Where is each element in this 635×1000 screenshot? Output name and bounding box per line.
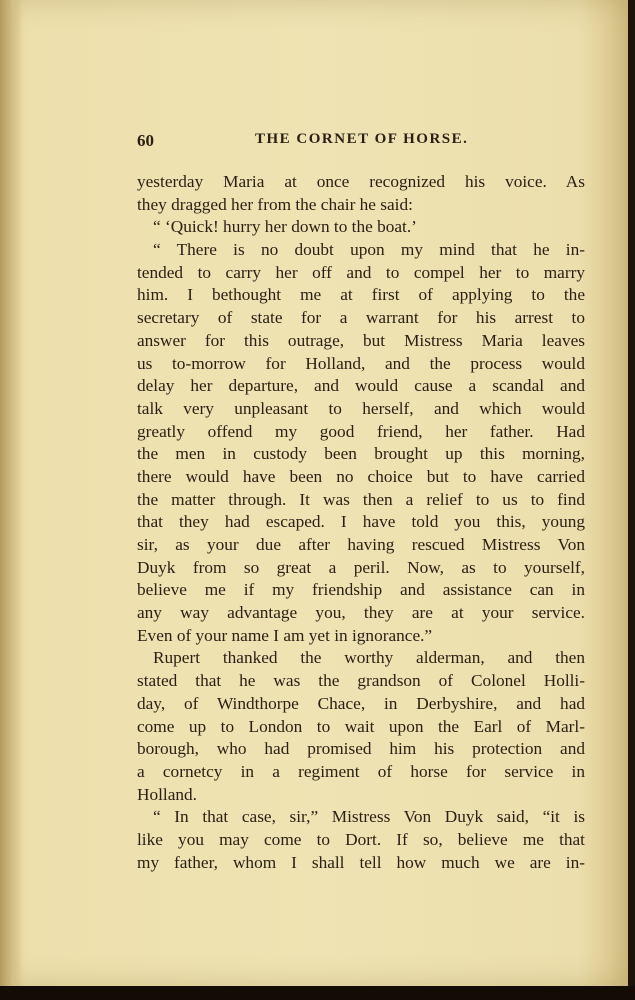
page-number: 60 (137, 131, 154, 150)
running-title: THE CORNET OF HORSE. (255, 131, 469, 147)
text-line: Holland. (137, 784, 197, 804)
text-line: talk very unpleasant to herself, and which would (137, 398, 585, 418)
text-line: that they had escaped. I have told you this, young (137, 512, 585, 532)
text-line: borough, who had promised him his protection and (137, 739, 585, 759)
text-line: delay her departure, and would cause a scandal and (137, 376, 585, 396)
text-line: “ There is no doubt upon my mind that he in- (153, 240, 585, 260)
text-line: “ In that case, sir,” Mistress Von Duyk said, “it is (153, 807, 585, 827)
body-text (137, 171, 585, 874)
text-line: “ ‘Quick! hurry her down to the boat.’ (153, 217, 417, 237)
text-line: greatly offend my good friend, her father. Had (137, 421, 585, 441)
text-line: yesterday Maria at once recognized his voice. As (137, 172, 585, 191)
text-line: believe me if my friendship and assistance can in (137, 580, 585, 600)
running-head (137, 131, 585, 155)
text-line: day, of Windthorpe Chace, in Derbyshire, and had (137, 693, 585, 713)
scan-edge-bottom (0, 986, 635, 1000)
page-gutter (0, 0, 22, 986)
text-line: like you may come to Dort. If so, believe me that (137, 829, 585, 849)
text-line: my father, whom I shall tell how much we are in- (137, 852, 585, 872)
text-line: they dragged her from the chair he said: (137, 194, 413, 214)
text-line: tended to carry her off and to compel her to marry (137, 262, 585, 282)
text-line: there would have been no choice but to have carried (137, 466, 585, 486)
text-line: stated that he was the grandson of Colonel Holli- (137, 671, 585, 691)
text-line: Rupert thanked the worthy alderman, and then (153, 648, 585, 668)
text-line: answer for this outrage, but Mistress Maria leaves (137, 330, 585, 350)
text-line: the men in custody been brought up this morning, (137, 444, 585, 464)
text-line: sir, as your due after having rescued Mistress Von (137, 535, 585, 554)
text-line: come up to London to wait upon the Earl of Marl- (137, 716, 585, 736)
text-line: us to-morrow for Holland, and the process would (137, 353, 585, 373)
text-line: any way advantage you, they are at your service. (137, 603, 585, 623)
text-line: a cornetcy in a regiment of horse for service in (137, 761, 585, 781)
text-line: secretary of state for a warrant for his arrest to (137, 308, 585, 328)
text-line: the matter through. It was then a relief to us to find (137, 489, 585, 509)
text-line: him. I bethought me at first of applying to the (137, 285, 585, 305)
text-line: Even of your name I am yet in ignorance.” (137, 625, 433, 645)
scan-edge-right (628, 0, 635, 1000)
text-line: Duyk from so great a peril. Now, as to yourself, (137, 557, 585, 577)
